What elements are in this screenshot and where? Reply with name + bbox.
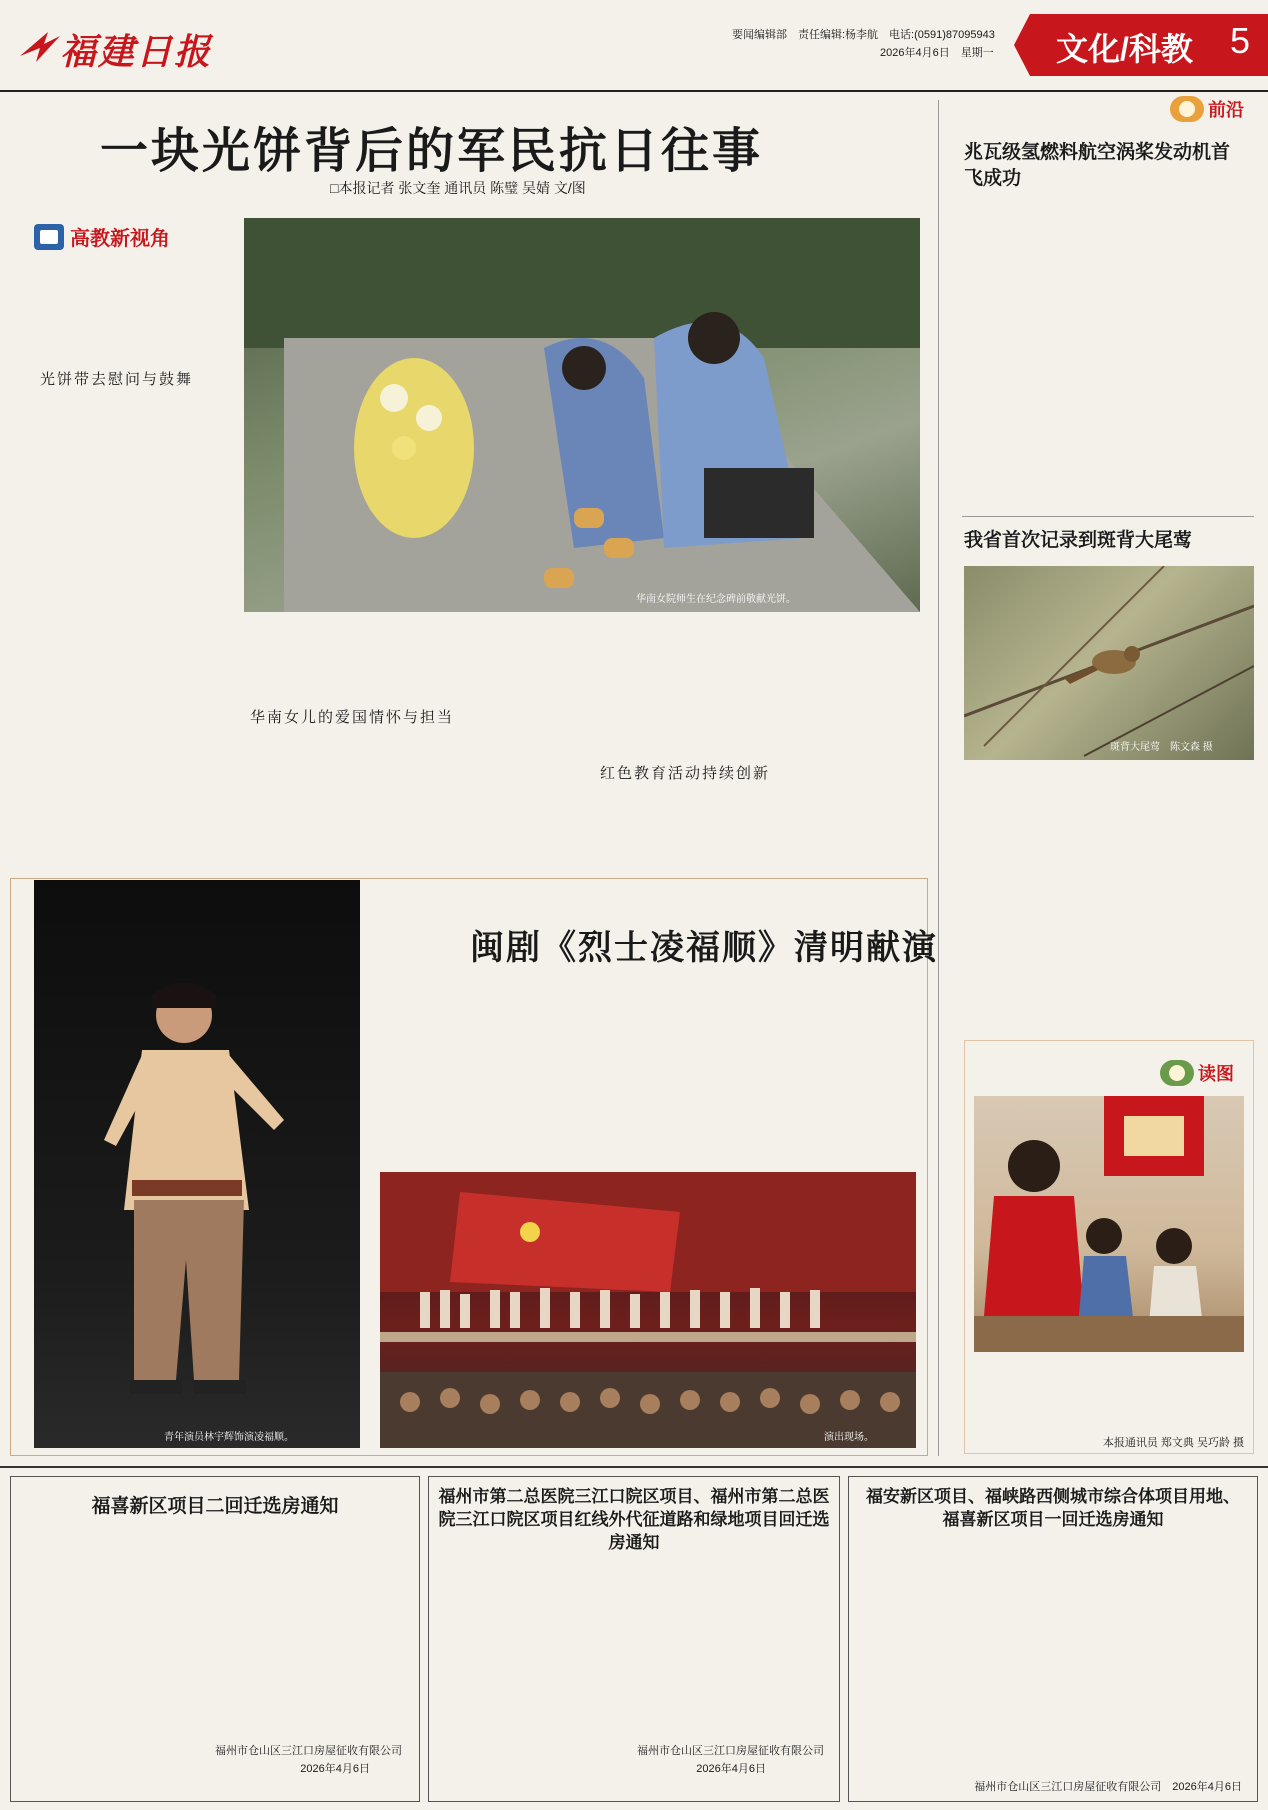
reading-photo xyxy=(974,1096,1244,1352)
paragraph xyxy=(760,620,920,860)
frontier-story1-title: 兆瓦级氢燃料航空涡桨发动机首飞成功 xyxy=(964,141,1231,189)
frontier-story1-text xyxy=(964,204,1254,504)
reading-caption xyxy=(974,1358,1244,1428)
subhead: 华南女儿的爱国情怀与担当 xyxy=(250,708,455,726)
notice-rule xyxy=(0,1466,1268,1468)
newspaper-logo-mark-icon xyxy=(18,26,62,66)
newspaper-logo: 福建日报 xyxy=(60,31,213,73)
paragraph xyxy=(412,620,580,860)
picture-icon xyxy=(1160,1060,1194,1086)
rubric-label: 高教新视角 xyxy=(70,228,170,250)
rubric-higher-education xyxy=(34,222,170,251)
opera-stage-photo xyxy=(380,1172,916,1448)
section-flag xyxy=(1030,14,1268,76)
notice-text xyxy=(866,1536,1242,1768)
frontier-story2-title: 我省首次记录到斑背大尾莺 xyxy=(964,529,1193,551)
masthead-rule xyxy=(0,90,1268,92)
notice-title: 福安新区项目、福峡路西侧城市综合体项目用地、福喜新区项目一回迁选房通知 xyxy=(866,1487,1240,1530)
editors-line: 要闻编辑部 责任编辑:杨李航 电话:(0591)87095943 xyxy=(732,29,995,41)
notice-text xyxy=(446,1544,824,1734)
paragraph xyxy=(244,732,402,862)
children-reading-image xyxy=(974,1096,1244,1352)
paragraph xyxy=(244,620,402,700)
opera-right-caption: 演出现场。 xyxy=(824,1432,874,1443)
tag-reading: 读图 xyxy=(1160,1060,1234,1086)
notice-signature: 福州市仓山区三江口房屋征收有限公司 2026年4月6日 xyxy=(974,1781,1242,1793)
main-photo xyxy=(244,218,920,612)
paragraph xyxy=(30,394,228,864)
column-divider xyxy=(938,100,939,1456)
opera-actor-image xyxy=(34,880,360,1448)
book-icon xyxy=(34,224,64,250)
main-byline: □本报记者 张文奎 通讯员 陈璧 吴婧 文/图 xyxy=(330,180,586,196)
notice-signature: 福州市仓山区三江口房屋征收有限公司 xyxy=(637,1745,824,1757)
main-photo-caption: 华南女院师生在纪念碑前敬献光饼。 xyxy=(636,594,796,605)
paragraph xyxy=(30,258,228,368)
bird-image xyxy=(964,566,1254,760)
paragraph xyxy=(590,620,750,710)
section-name: 文化/科教 xyxy=(1056,31,1193,67)
notice-date: 2026年4月6日 xyxy=(300,1763,370,1775)
reading-credit: 本报通讯员 郑文典 吴巧龄 摄 xyxy=(1102,1437,1244,1449)
frontier-story2-text xyxy=(964,766,1254,1028)
notice-title: 福喜新区项目二回迁选房通知 xyxy=(91,1495,339,1517)
notice-signature: 福州市仓山区三江口房屋征收有限公司 xyxy=(215,1745,402,1757)
paragraph xyxy=(552,978,710,1168)
main-headline: 一块光饼背后的军民抗日往事 xyxy=(100,123,764,179)
subhead: 光饼带去慰问与鼓舞 xyxy=(40,370,194,388)
opera-actor-photo xyxy=(34,880,360,1448)
page-number: 5 xyxy=(1230,20,1251,61)
students-at-monument-image xyxy=(244,218,920,612)
paragraph xyxy=(380,978,540,1168)
opera-stage-image xyxy=(380,1172,916,1448)
notice-date: 2026年4月6日 xyxy=(696,1763,766,1775)
tag-frontier: 前沿 xyxy=(1170,96,1244,122)
masthead xyxy=(0,0,1268,96)
lightbulb-icon xyxy=(1170,96,1204,122)
paragraph xyxy=(590,788,750,860)
subhead: 红色教育活动持续创新 xyxy=(600,764,771,782)
dateline: 2026年4月6日 星期一 xyxy=(880,47,994,59)
opera-left-caption: 青年演员林宇辉饰演凌福顺。 xyxy=(164,1432,294,1443)
opera-headline: 闽剧《烈士凌福顺》清明献演 xyxy=(470,928,938,968)
notice-text xyxy=(30,1532,402,1736)
divider xyxy=(962,516,1254,517)
bird-photo xyxy=(964,566,1254,760)
bird-photo-caption: 斑背大尾莺 陈文森 摄 xyxy=(1110,742,1213,753)
notice-title: 福州市第二总医院三江口院区项目、福州市第二总医院三江口院区项目红线外代征道路和绿地项目回迁选房通知 xyxy=(438,1487,830,1553)
paragraph xyxy=(720,978,916,1168)
